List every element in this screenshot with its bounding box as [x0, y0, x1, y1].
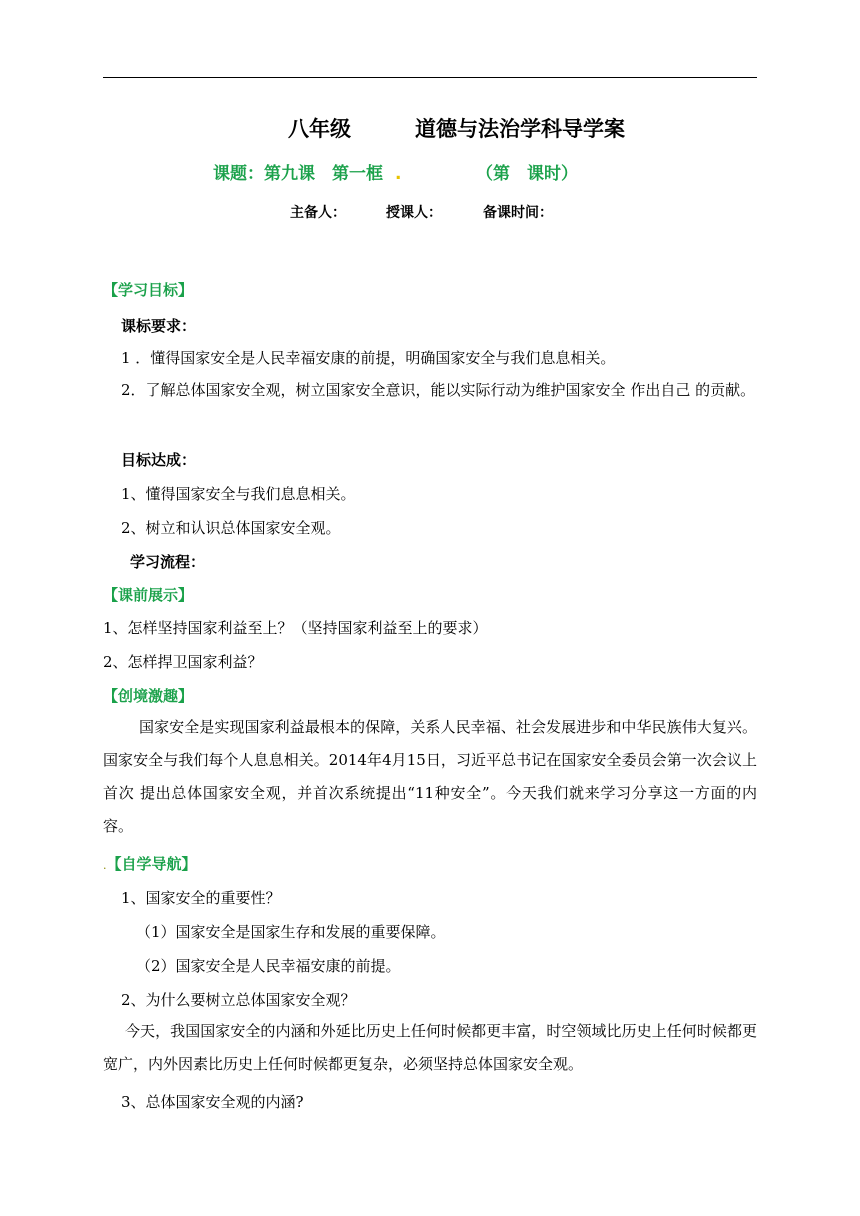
selfstudy-heading-line	[103, 853, 197, 874]
standard-heading: 课标要求：	[121, 317, 197, 335]
preview-item: 1、怎样坚持国家利益至上？（坚持国家利益至上的要求）	[103, 619, 488, 637]
question-1: 1、国家安全的重要性？	[121, 889, 281, 907]
flow-heading: 学习流程：	[130, 553, 206, 571]
question-1-point: （1）国家安全是国家生存和发展的重要保障。	[136, 923, 446, 941]
achieve-heading: 目标达成：	[121, 451, 197, 469]
preview-heading: 【课前展示】	[103, 586, 194, 604]
goals-heading: 【学习目标】	[103, 281, 194, 299]
lecturer-label: 授课人：	[386, 205, 442, 221]
question-1-point: （2）国家安全是人民幸福安康的前提。	[136, 957, 401, 975]
topic-line	[213, 159, 401, 184]
achieve-item: 1、懂得国家安全与我们息息相关。	[121, 485, 356, 503]
achieve-item: 2、树立和认识总体国家安全观。	[121, 519, 341, 537]
grade-label: 八年级	[288, 117, 351, 141]
selfstudy-mark: .	[103, 859, 107, 872]
question-2: 2、为什么要树立总体国家安全观？	[121, 991, 356, 1009]
scenario-heading: 【创境激趣】	[103, 687, 194, 705]
period-label: （第 课时）	[476, 164, 578, 184]
question-2-answer: 今天，我国国家安全的内涵和外延比历史上任何时候都更丰富，时空领域比历史上任何时候都更宽广，内外因素比历史上任何时候都更复杂，必须坚持总体国家安全观。	[103, 1022, 757, 1073]
header-rule	[103, 77, 757, 78]
standard-item: 1 ．懂得国家安全是人民幸福安康的前提，明确国家安全与我们息息相关。	[121, 349, 616, 367]
preview-item: 2、怎样捍卫国家利益？	[103, 653, 263, 671]
scenario-paragraph: 国家安全是实现国家利益最根本的保障，关系人民幸福、社会发展进步和中华民族伟大复兴。国家安全与我们每个人息息相关。2014年4月15日，习近平总书记在国家安全委员会第一次会议上首次 提出总体国家安全观，并首次系统提出“11种安全”。今天我们就来学习分享这一方面的内容。	[103, 718, 757, 835]
topic-dot: .	[395, 164, 402, 184]
standard-item: 2．了解总体国家安全观，树立国家安全意识，能以实际行动为维护国家安全 作出自己 的贡献。	[121, 381, 756, 399]
topic-label: 课题：第九课 第一框	[213, 164, 383, 184]
main-preparer-label: 主备人：	[290, 205, 346, 221]
prep-time-label: 备课时间：	[483, 205, 553, 221]
question-3: 3、总体国家安全观的内涵?	[121, 1093, 304, 1111]
subject-title: 道德与法治学科导学案	[415, 117, 625, 141]
selfstudy-heading: 【自学导航】	[106, 855, 197, 873]
